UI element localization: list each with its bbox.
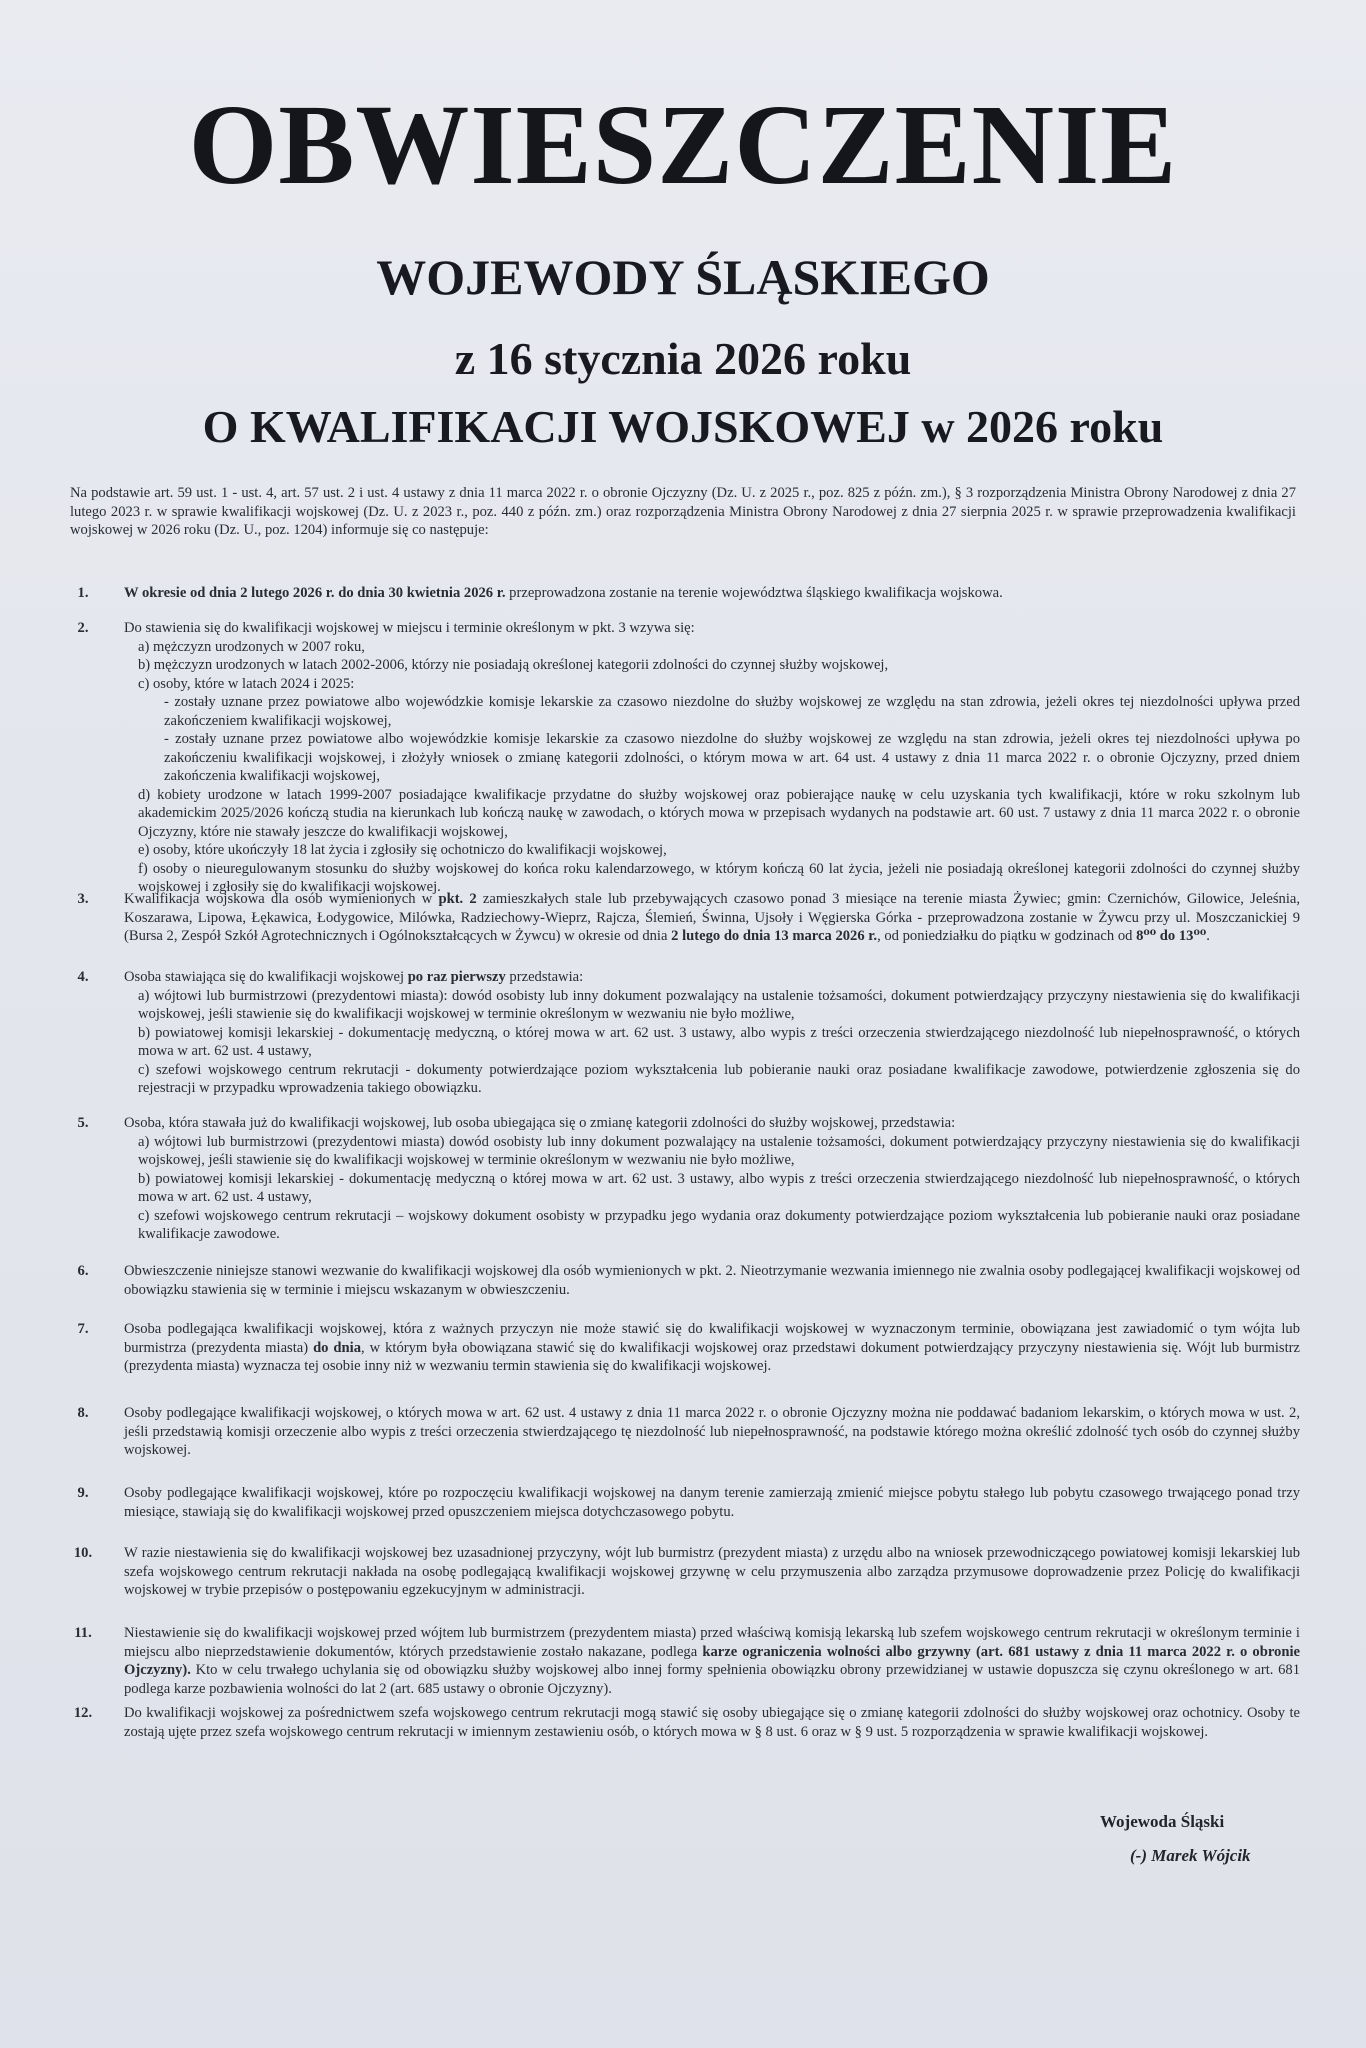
item-number: 8.: [77, 1405, 89, 1421]
notice-item-3: [60, 890, 1300, 946]
notice-date: z 16 stycznia 2026 roku: [454, 333, 912, 384]
item-number: 12.: [73, 1705, 93, 1721]
item-number: 6.: [77, 1263, 89, 1279]
notice-title: OBWIESZCZENIE: [188, 81, 1178, 208]
item-number: 2.: [77, 620, 89, 636]
item-text: Do kwalifikacji wojskowej za pośrednictwem szefa wojskowego centrum rekrutacji mogą stawić się osoby ubiegające się o zmianę kategorii zdolności do służby wojskowej oraz ochotnicy. Osoby te zostają ujęte przez szefa wojskowego centrum rekrutacji w imiennym zestawieniu osób, o których mowa w § 8 ust. 6 oraz w § 9 ust. 5 rozporządzenia w sprawie kwalifikacji wojskowej.: [124, 1705, 1300, 1740]
notice-item-12: [60, 1704, 1300, 1741]
item-text: przeprowadzona zostanie na terenie województwa śląskiego kwalifikacja wojskowa.: [505, 585, 1003, 601]
item-number: 5.: [77, 1115, 89, 1131]
item-text: Kwalifikacja wojskowa dla osób wymienionych w: [124, 891, 439, 907]
notice-item-5: [60, 1114, 1300, 1244]
item-text: Niestawienie się do kwalifikacji wojskowej przed wójtem lub burmistrzem (prezydentem miasta) przed właściwą komisją lekarską lub szefem wojskowego centrum rekrutacji w określonym terminie i miejscu albo nieprzedstawienie dokumentów, których przedstawienie zostało nakazane, podlega: [124, 1625, 1300, 1660]
item-point-b: b) mężczyzn urodzonych w latach 2002-2006, którzy nie posiadają określonej kategorii zdolności do czynnej służby wojskowej,: [138, 657, 889, 674]
item-number: 11.: [74, 1625, 92, 1641]
item-point-d: d) kobiety urodzone w latach 1999-2007 posiadające kwalifikacje przydatne do służby wojskowej oraz pobierające naukę w celu uzyskania tych kwalifikacji, które w roku szkolnym lub akademickim 2025/2026 kończą studia na kierunkach lub kończą naukę w zawodach, o których mowa w przepisach wydanych na podstawie art. 60 ust. 7 ustawy z dnia 11 marca 2022 r. o obronie Ojczyzny, które nie stawały jeszcze do kwalifikacji wojskowej,: [138, 786, 1300, 840]
notice-item-7: [60, 1320, 1300, 1376]
notice-item-11: [60, 1624, 1300, 1698]
item-point-c: c) osoby, które w latach 2024 i 2025:: [138, 675, 355, 692]
item-text: , w którym była obowiązana stawić się do kwalifikacji wojskowej oraz przedstawi dokument potwierdzający przyczyny niestawienia się. Wójt lub burmistrz (prezydenta miasta) wyznacza tej osobie inny niż w wezwaniu termin stawienia się do kwalifikacji wojskowej.: [124, 1339, 1300, 1375]
item-text: przedstawia:: [505, 969, 584, 985]
item-bold-text: karze ograniczenia wolności albo grzywny (art. 681 ustawy z dnia 11 marca 2022 r. o obronie Ojczyzny).: [124, 1643, 1300, 1679]
item-point-a: a) wójtowi lub burmistrzowi (prezydentowi miasta) dowód osobisty lub inny dokument pozwalający na ustalenie tożsamości, dokument potwierdzający przyczyny niestawienia się do kwalifikacji wojskowej, jeśli stawienie się do kwalifikacji wojskowej w terminie określonym w wezwaniu nie było możliwe,: [138, 1133, 1300, 1169]
item-point-c: c) szefowi wojskowego centrum rekrutacji – wojskowy dokument osobisty w przypadku jego wydania oraz dokumenty potwierdzające poziom wykształcenia lub pobieranie nauki oraz posiadane kwalifikacje zawodowe.: [138, 1207, 1300, 1243]
item-number: 7.: [77, 1321, 89, 1337]
item-point-b: b) powiatowej komisji lekarskiej - dokumentację medyczną o której mowa w art. 62 ust. 3 ustawy, albo wypis z treści orzeczenia stwierdzającego niezdolność lub niepełnosprawność, o których mowa w art. 62 ust. 4 ustawy,: [138, 1170, 1300, 1206]
item-lead: Osoba, która stawała już do kwalifikacji wojskowej, lub osoba ubiegająca się o zmianę kategorii zdolności do służby wojskowej, przedstawia:: [124, 1115, 956, 1131]
item-point-f: f) osoby o nieuregulowanym stosunku do służby wojskowej do końca roku kalendarzowego, w którym kończą 60 lat życia, jeżeli nie posiadają określonej kategorii zdolności do czynnej służby wojskowej i zgłosiły się do kwalifikacji wojskowej.: [138, 860, 1300, 896]
item-text: , od poniedziałku do piątku w godzinach od: [877, 928, 1137, 945]
item-number: 3.: [77, 891, 89, 907]
notice-item-1: [60, 584, 1300, 603]
item-subpoint-c1: - zostały uznane przez powiatowe albo wojewódzkie komisje lekarskie za czasowo niezdolne do służby wojskowej ze względu na stan zdrowia, jeżeli okres tej niezdolności upływa przed zakończeniem kwalifikacji wojskowej,: [164, 694, 1300, 729]
signature-title: Wojewoda Śląski: [1100, 1812, 1225, 1831]
item-text: zamieszkałych stale lub przebywających czasowo ponad 3 miesiące na terenie miasta Żywiec; gmin: Czernichów, Gilowice, Jeleśnia, Koszarawa, Lipowa, Łękawica, Łodygowice, Milówka, Radziechowy-Wieprz, Rajcza, Ślemień, Świnna, Ujsoły i Węgierska Górka - przeprowadzona zostanie w Żywcu przy ul. Moszczanickiej 9 (Bursa 2, Zespół Szkół Agrotechnicznych i Ogólnokształcących w Żywcu) w okresie od dnia: [124, 891, 1301, 945]
item-text: Osoba stawiająca się do kwalifikacji wojskowej: [124, 969, 408, 985]
item-point-a: a) wójtowi lub burmistrzowi (prezydentowi miasta): dowód osobisty lub inny dokument pozwalający na ustalenie tożsamości, dokument potwierdzający przyczyny niestawienia się do kwalifikacji wojskowej, jeśli stawienie się do kwalifikacji wojskowej w terminie określonym w wezwaniu nie było możliwe,: [138, 987, 1300, 1023]
notice-item-6: [60, 1262, 1300, 1299]
item-text: Osoba podlegająca kwalifikacji wojskowej, która z ważnych przyczyn nie może stawić się do kwalifikacji wojskowej w wyznaczonym terminie, obowiązana jest zawiadomić o tym wójta lub burmistrza (prezydenta miasta): [124, 1321, 1300, 1356]
item-point-c: c) szefowi wojskowego centrum rekrutacji - dokumenty potwierdzające poziom wykształcenia lub pobieranie nauki oraz posiadane kwalifikacje zawodowe, potwierdzenie zgłoszenia się do rejestracji w przypadku wprowadzenia takiego obowiązku.: [138, 1061, 1300, 1097]
item-bold-text: pkt. 2: [438, 891, 477, 907]
item-point-a: a) mężczyzn urodzonych w 2007 roku,: [138, 638, 365, 655]
item-lead: Do stawienia się do kwalifikacji wojskowej w miejscu i terminie określonym w pkt. 3 wzywa się:: [124, 620, 695, 636]
item-bold-text: W okresie od dnia 2 lutego 2026 r. do dnia 30 kwietnia 2026 r.: [124, 585, 506, 601]
item-bold-text: po raz pierwszy: [407, 969, 506, 985]
notice-item-4: [60, 968, 1300, 1098]
item-text: Obwieszczenie niniejsze stanowi wezwanie do kwalifikacji wojskowej dla osób wymienionych w pkt. 2. Nieotrzymanie wezwania imiennego nie zwalnia osoby podlegającej kwalifikacji wojskowej od obowiązku stawienia się w terminie i miejscu wskazanym w obwieszczeniu.: [124, 1263, 1300, 1298]
notice-item-8: [60, 1404, 1300, 1460]
notice-item-10: [60, 1544, 1300, 1600]
item-bold-text: 2 lutego do dnia 13 marca 2026 r.: [671, 928, 878, 945]
signature-name: (-) Marek Wójcik: [1130, 1846, 1251, 1865]
notice-item-2: [60, 619, 1300, 897]
item-number: 9.: [77, 1485, 89, 1501]
notice-topic: O KWALIFIKACJI WOJSKOWEJ w 2026 roku: [202, 401, 1164, 452]
item-number: 1.: [77, 585, 89, 601]
item-bold-text: do dnia: [313, 1339, 362, 1356]
item-text: Osoby podlegające kwalifikacji wojskowej, które po rozpoczęciu kwalifikacji wojskowej na danym terenie zamierzają zmienić miejsce pobytu stałego lub pobytu czasowego trwającego ponad trzy miesiące, stawiają się do kwalifikacji wojskowej przed opuszczeniem miejsca dotychczasowego pobytu.: [124, 1485, 1300, 1520]
item-subpoint-c2: - zostały uznane przez powiatowe albo wojewódzkie komisje lekarskie za czasowo niezdolne do służby wojskowej ze względu na stan zdrowia, jeżeli okres tej niezdolności upływa po zakończeniu kwalifikacji wojskowej, i złożyły wniosek o zmianę kategorii zdolności, o którym mowa w art. 64 ust. 4 ustawy z dnia 11 marca 2022 r. o obronie Ojczyzny, przed dniem zakończenia kwalifikacji wojskowej,: [164, 731, 1300, 785]
item-text: Kto w celu trwałego uchylania się od obowiązku służby wojskowej albo innej formy spełnienia obowiązku obrony przewidzianej w ustawie dopuszcza się czynu określonego w art. 681 podlega karze pozbawienia wolności do lat 2 (art. 685 ustawy o obronie Ojczyzny).: [124, 1662, 1300, 1697]
notice-issuer: WOJEWODY ŚLĄSKIEGO: [376, 249, 990, 305]
legal-basis-paragraph: Na podstawie art. 59 ust. 1 - ust. 4, art. 57 ust. 2 i ust. 4 ustawy z dnia 11 marca 2022 r. o obronie Ojczyzny (Dz. U. z 2025 r., poz. 825 z późn. zm.), § 3 rozporządzenia Ministra Obrony Narodowej z dnia 27 lutego 2023 r. w sprawie kwalifikacji wojskowej (Dz. U. z 2023 r., poz. 440 z późn. zm.) oraz rozporządzenia Ministra Obrony Narodowej z dnia 27 sierpnia 2025 r. w sprawie przeprowadzenia kwalifikacji wojskowej w 2026 roku (Dz. U., poz. 1204) informuje się co następuje:: [70, 485, 1296, 539]
item-text: .: [1206, 928, 1210, 945]
item-point-e: e) osoby, które ukończyły 18 lat życia i zgłosiły się ochotniczo do kwalifikacji wojskowej,: [138, 842, 667, 859]
item-number: 10.: [73, 1545, 93, 1561]
item-text: Osoby podlegające kwalifikacji wojskowej, o których mowa w art. 62 ust. 4 ustawy z dnia 11 marca 2022 r. o obronie Ojczyzny można nie poddawać badaniom lekarskim, o których mowa w ust. 2, jeśli przedstawią komisji orzeczenie albo wypis z treści orzeczenia stwierdzającego tę niezdolność lub niepełnosprawność, na podstawie którego można określić zdolność tych osób do czynnej służby wojskowej.: [124, 1405, 1300, 1459]
item-point-b: b) powiatowej komisji lekarskiej - dokumentację medyczną, o której mowa w art. 62 ust. 3 ustawy, albo wypis z treści orzeczenia stwierdzającego niezdolność lub niepełnosprawność, o których mowa w art. 62 ust. 4 ustawy,: [138, 1024, 1300, 1060]
item-number: 4.: [77, 969, 89, 985]
item-bold-text: 8⁰⁰ do 13⁰⁰: [1136, 928, 1207, 945]
item-text: W razie niestawienia się do kwalifikacji wojskowej bez uzasadnionej przyczyny, wójt lub burmistrz (prezydent miasta) z urzędu albo na wniosek przewodniczącego powiatowej komisji lekarskiej lub szefa wojskowego centrum rekrutacji nakłada na osobę podlegającą kwalifikacji wojskowej grzywnę w celu przymuszenia albo zarządza przymusowe doprowadzenie przez Policję do kwalifikacji wojskowej w trybie przepisów o postępowaniu egzekucyjnym w administracji.: [124, 1545, 1300, 1599]
notice-item-9: [60, 1484, 1300, 1521]
